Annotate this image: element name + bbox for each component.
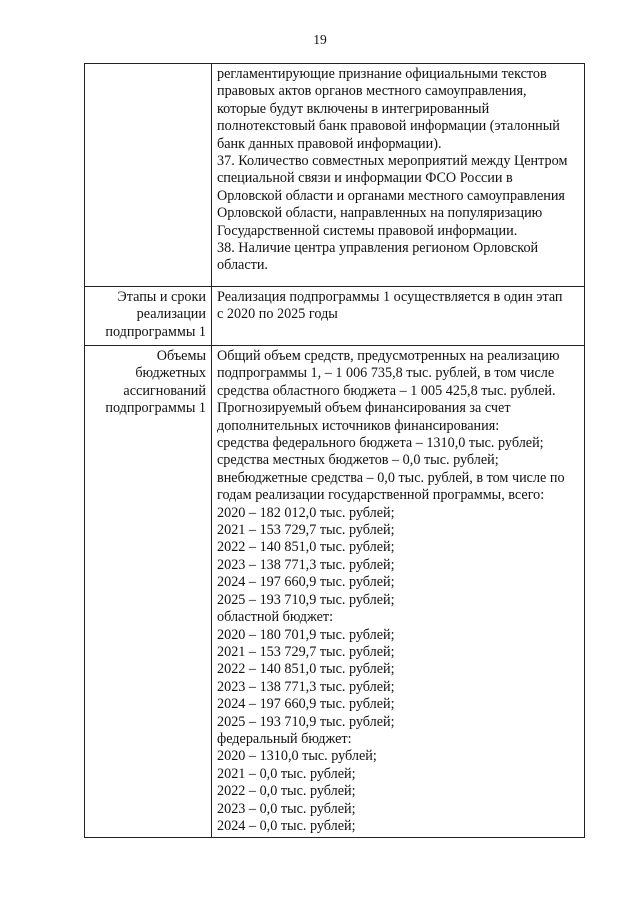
text-line: федеральный бюджет: <box>217 730 352 747</box>
text-line: подпрограммы 1 <box>105 400 206 417</box>
text-line: годам реализации государственной программы, всего: <box>217 487 545 504</box>
text-line: Государственной системы правовой информации. <box>217 222 518 239</box>
text-line: Орловской области и органами местного самоуправления <box>217 187 565 204</box>
text-line: реализации <box>136 306 206 323</box>
text-line: 2023 – 138 771,3 тыс. рублей; <box>217 556 395 573</box>
text-line: Объемы <box>156 348 206 364</box>
text-line: 2024 – 197 660,9 тыс. рублей; <box>217 696 395 713</box>
text-line: Общий объем средств, предусмотренных на реализацию <box>217 348 560 364</box>
text-line: 2024 – 197 660,9 тыс. рублей; <box>217 574 395 591</box>
text-line: Реализация подпрограммы 1 осуществляется в один этап <box>217 289 563 305</box>
row-content-volumes <box>212 346 585 838</box>
passport-table <box>84 63 585 838</box>
text-line: правовых актов органов местного самоуправления, <box>217 83 527 100</box>
text-line: 37. Количество совместных мероприятий между Центром <box>217 153 568 170</box>
text-line: 2024 – 0,0 тыс. рублей; <box>217 817 356 834</box>
text-line: 2023 – 138 771,3 тыс. рублей; <box>217 678 395 695</box>
text-line: банк данных правовой информации). <box>217 135 442 152</box>
text-line: средства федерального бюджета – 1310,0 тыс. рублей; <box>217 435 544 452</box>
text-line: Орловской области, направленных на популяризацию <box>217 205 543 222</box>
text-line: 2025 – 193 710,9 тыс. рублей; <box>217 591 395 608</box>
text-line: с 2020 по 2025 годы <box>217 306 338 323</box>
text-line: специальной связи и информации ФСО России в <box>217 170 513 187</box>
row-content-stages <box>212 287 585 346</box>
row-label-stages <box>85 287 212 346</box>
text-line: средства областного бюджета – 1 005 425,8 тыс. рублей. <box>217 382 556 399</box>
text-line: регламентирующие признание официальными текстов <box>217 66 547 82</box>
text-line: 2025 – 193 710,9 тыс. рублей; <box>217 713 395 730</box>
text-line: 2020 – 1310,0 тыс. рублей; <box>217 748 377 765</box>
page-number: 19 <box>313 32 327 47</box>
text-line: подпрограммы 1, – 1 006 735,8 тыс. рублей, в том числе <box>217 365 555 382</box>
text-line: областной бюджет: <box>217 609 334 626</box>
text-line: 2022 – 0,0 тыс. рублей; <box>217 783 356 800</box>
text-line: средства местных бюджетов – 0,0 тыс. рублей; <box>217 452 499 469</box>
text-line: внебюджетные средства – 0,0 тыс. рублей, в том числе по <box>217 469 565 486</box>
text-line: дополнительных источников финансирования: <box>217 417 500 434</box>
row-label-empty <box>85 64 212 287</box>
text-line: подпрограммы 1 <box>105 323 206 340</box>
text-line: 2022 – 140 851,0 тыс. рублей; <box>217 539 395 556</box>
text-line: 2020 – 180 701,9 тыс. рублей; <box>217 626 395 643</box>
text-line: 2020 – 182 012,0 тыс. рублей; <box>217 504 395 521</box>
table-row-volumes <box>85 346 585 838</box>
text-line: 2022 – 140 851,0 тыс. рублей; <box>217 661 395 678</box>
text-line: ассигнований <box>123 382 206 399</box>
text-line: бюджетных <box>135 365 206 382</box>
row-label-volumes <box>85 346 212 838</box>
row-content-indicators <box>212 64 585 287</box>
text-line: Этапы и сроки <box>117 289 206 305</box>
text-line: полнотекстовый банк правовой информации (эталонный <box>217 118 560 135</box>
text-line: 2021 – 0,0 тыс. рублей; <box>217 765 356 782</box>
text-line: 38. Наличие центра управления регионом Орловской <box>217 240 539 257</box>
table-row-indicators <box>85 64 585 287</box>
text-line: Прогнозируемый объем финансирования за счет <box>217 400 511 417</box>
text-line: 2021 – 153 729,7 тыс. рублей; <box>217 643 395 660</box>
text-line: которые будут включены в интегрированный <box>217 100 490 117</box>
text-line: 2023 – 0,0 тыс. рублей; <box>217 800 356 817</box>
table-row-stages <box>85 287 585 346</box>
text-line: области. <box>217 257 268 274</box>
text-line: 2021 – 153 729,7 тыс. рублей; <box>217 522 395 539</box>
